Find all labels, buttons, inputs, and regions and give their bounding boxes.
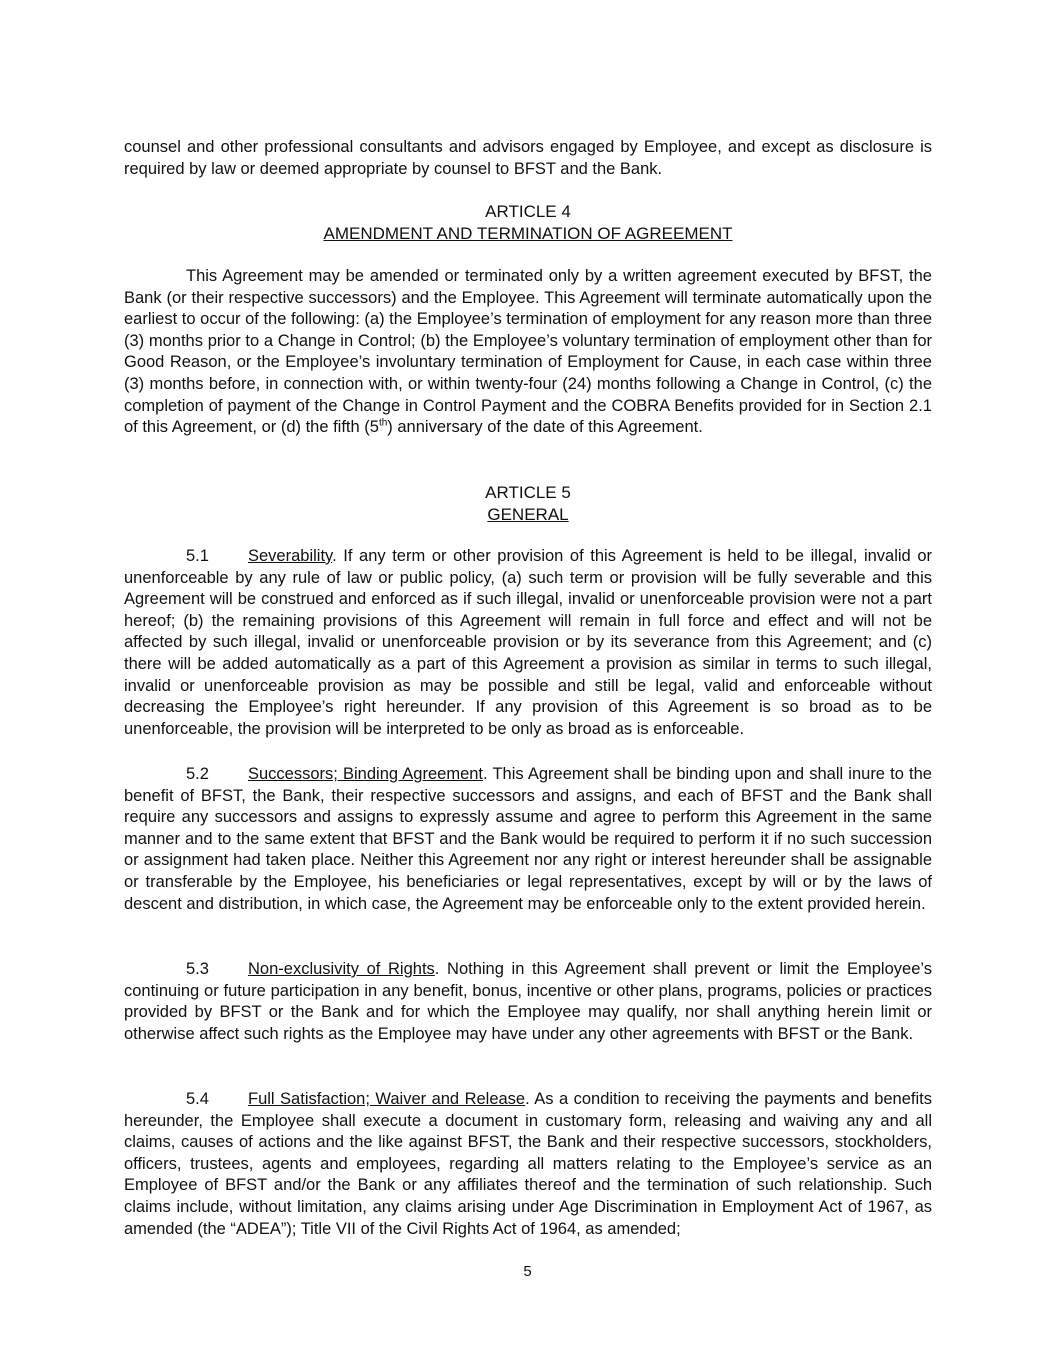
article-4-text-b: ) anniversary of the date of this Agreement. <box>387 418 703 437</box>
section-5-2 <box>124 764 932 915</box>
section-5-1 <box>124 546 932 740</box>
section-number: 5.1 <box>186 547 209 565</box>
ordinal-suffix: th <box>378 417 388 429</box>
section-title: Non-exclusivity of Rights <box>248 960 435 978</box>
article-5-title: GENERAL <box>487 505 569 524</box>
section-number: 5.2 <box>186 765 209 783</box>
section-title: Successors; Binding Agreement <box>248 765 484 783</box>
section-5-4 <box>124 1089 932 1240</box>
article-4-text-a: This Agreement may be amended or terminated only by a written agreement executed by BFST, the Bank (or their respective successors) and the Employee. This Agreement will terminate automatically upon the earliest to occur of the following: (a) the Employee’s termination of employment for any reason more than three (3) months prior to a Change in Control; (b) the Employee’s voluntary termination of employment other than for Good Reason, or the Employee’s involuntary termination of Employment for Cause, in each case within three (3) months before, in connection with, or within twenty-four (24) months following a Change in Control, (c) the completion of payment of the Change in Control Payment and the COBRA Benefits provided for in Section 2.1 of this Agreement, or (d) the fifth (5 <box>124 267 932 437</box>
section-title: Severability <box>248 547 333 565</box>
article-4-paragraph <box>124 266 932 439</box>
section-text: . This Agreement shall be binding upon and shall inure to the benefit of BFST, the Bank, their respective successors and assigns, and each of BFST and the Bank shall require any successors and assigns to expressly assume and agree to perform this Agreement in the same manner and to the same extent that BFST and the Bank would be required to perform it if no such succession or assignment had taken place. Neither this Agreement nor any right or interest hereunder shall be assignable or transferable by the Employee, his beneficiaries or legal representatives, except by will or by the laws of descent and distribution, in which case, the Agreement may be enforceable only to the extent provided herein. <box>124 765 932 913</box>
page-number: 5 <box>523 1263 532 1280</box>
section-number: 5.3 <box>186 960 209 978</box>
section-number: 5.4 <box>186 1090 209 1108</box>
section-text: . If any term or other provision of this Agreement is held to be illegal, invalid or unenforceable by any rule of law or public policy, (a) such term or provision will be fully severable and this Agreement will be construed and enforced as if such illegal, invalid or unenforceable provision were not a part hereof; (b) the remaining provisions of this Agreement will remain in full force and effect and will not be affected by such illegal, invalid or unenforceable provision or by its severance from this Agreement; and (c) there will be added automatically as a part of this Agreement a provision as similar in terms to such illegal, invalid or unenforceable provision as may be possible and still be legal, valid and enforceable without decreasing the Employee’s right hereunder. If any provision of this Agreement is so broad as to be unenforceable, the provision will be interpreted to be only as broad as is enforceable. <box>124 547 932 738</box>
intro-paragraph <box>124 137 932 180</box>
intro-text: counsel and other professional consultants and advisors engaged by Employee, and except as disclosure is required by law or deemed appropriate by counsel to BFST and the Bank. <box>124 138 932 178</box>
article-5-label: ARTICLE 5 <box>485 483 571 502</box>
section-text: . Nothing in this Agreement shall prevent or limit the Employee’s continuing or future participation in any benefit, bonus, incentive or other plans, programs, policies or practices provided by BFST or the Bank and for which the Employee may qualify, nor shall anything herein limit or otherwise affect such rights as the Employee may have under any other agreements with BFST or the Bank. <box>124 960 932 1043</box>
article-4-label: ARTICLE 4 <box>485 202 571 221</box>
article-4-title: AMENDMENT AND TERMINATION OF AGREEMENT <box>323 224 733 243</box>
section-title: Full Satisfaction; Waiver and Release <box>248 1090 526 1108</box>
section-text: . As a condition to receiving the payments and benefits hereunder, the Employee shall execute a document in customary form, releasing and waiving any and all claims, causes of actions and the like against BFST, the Bank and their respective successors, stockholders, officers, trustees, agents and employees, regarding all matters relating to the Employee’s service as an Employee of BFST and/or the Bank or any affiliates thereof and the termination of such relationship. Such claims include, without limitation, any claims arising under Age Discrimination in Employment Act of 1967, as amended (the “ADEA”); Title VII of the Civil Rights Act of 1964, as amended; <box>124 1090 932 1238</box>
section-5-3 <box>124 959 932 1045</box>
